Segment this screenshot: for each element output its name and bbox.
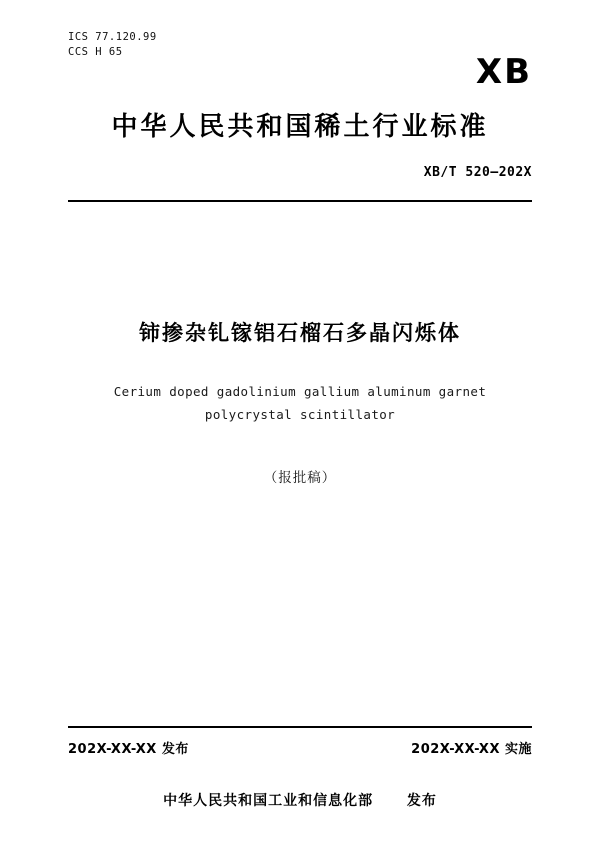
document-title-en-line1: Cerium doped gadolinium gallium aluminum garnet <box>113 384 487 399</box>
document-title-en <box>68 380 532 426</box>
standard-number: XB/T 520—202X <box>423 165 532 180</box>
xb-logo: XB <box>475 52 532 92</box>
divider-top <box>68 200 532 202</box>
ics-code: ICS 77.120.99 <box>68 31 157 43</box>
page-title: 中华人民共和国稀土行业标准 <box>111 112 489 142</box>
effective-date: 202X-XX-XX 实施 <box>411 742 532 757</box>
ccs-code: CCS H 65 <box>68 46 123 58</box>
publisher-verb: 发布 <box>406 793 437 809</box>
issue-date: 202X-XX-XX 发布 <box>68 742 189 757</box>
title-block <box>68 318 532 486</box>
divider-bottom <box>68 726 532 728</box>
document-title-cn: 铈掺杂钆镓铝石榴石多晶闪烁体 <box>139 321 461 345</box>
publisher-line <box>0 790 600 810</box>
document-title-en-line2: polycrystal scintillator <box>204 407 396 422</box>
dates-row <box>68 738 532 757</box>
draft-status-note: （报批稿） <box>263 470 337 486</box>
publisher-organization: 中华人民共和国工业和信息化部 <box>163 793 374 809</box>
classification-codes <box>68 30 157 60</box>
